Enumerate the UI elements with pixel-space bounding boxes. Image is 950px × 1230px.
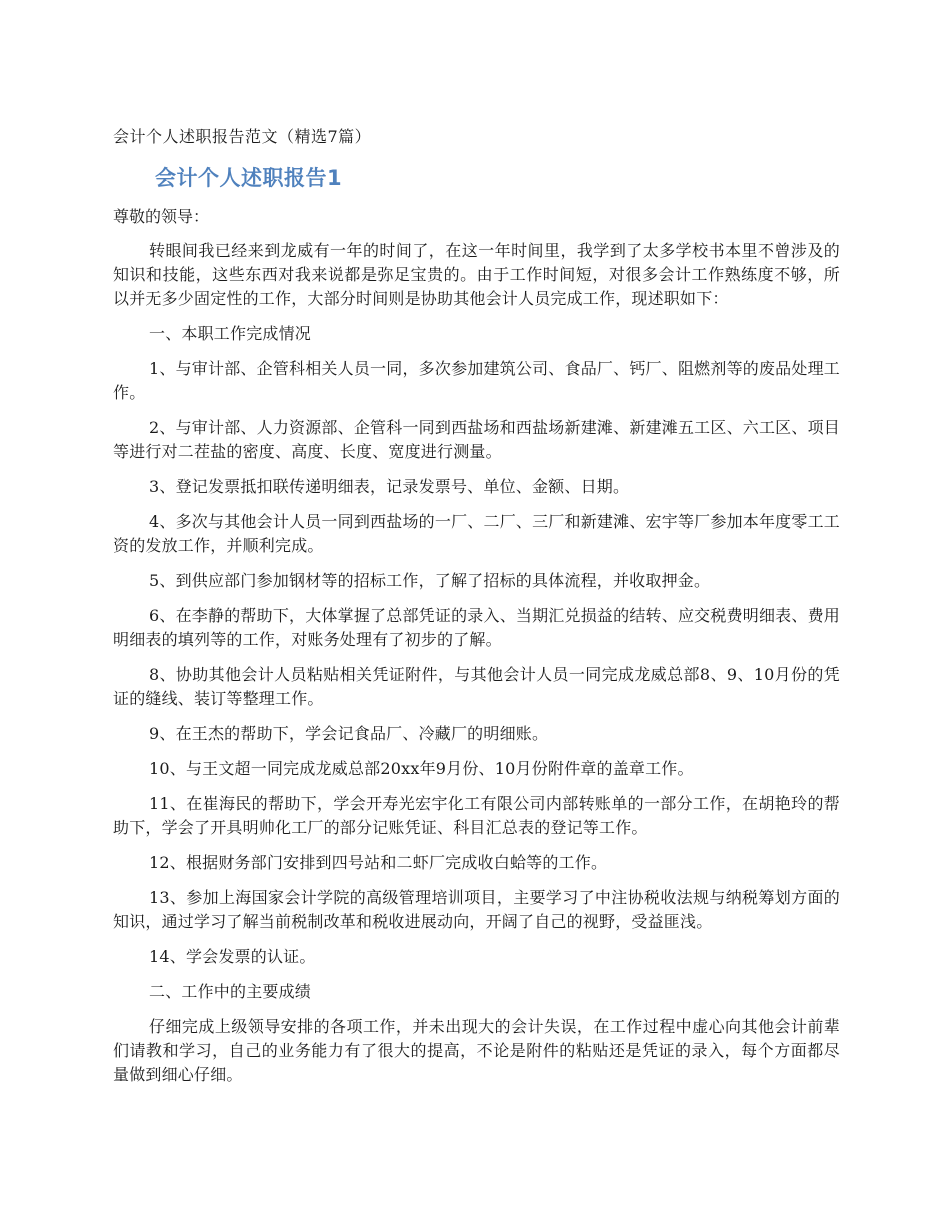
paragraph-item-5: 5、到供应部门参加钢材等的招标工作，了解了招标的具体流程，并收取押金。 — [149, 571, 711, 590]
paragraph-item-9: 9、在王杰的帮助下，学会记食品厂、冷藏厂的明细账。 — [149, 724, 549, 743]
paragraph-item-10: 10、与王文超一同完成龙威总部20xx年9月份、10月份附件章的盖章工作。 — [149, 759, 694, 778]
paragraph-item-4: 4、多次与其他会计人员一同到西盐场的一厂、二厂、三厂和新建滩、宏宇等厂参加本年度零工工资的发放工作，并顺利完成。 — [113, 512, 840, 555]
paragraph-section-2-title: 二、工作中的主要成绩 — [149, 982, 312, 1001]
paragraph-intro: 转眼间我已经来到龙威有一年的时间了，在这一年时间里，我学到了太多学校书本里不曾涉及的知识和技能，这些东西对我来说都是弥足宝贵的。由于工作时间短，对很多会计工作熟练度不够，所以并无多少固定性的工作，大部分时间则是协助其他会计人员完成工作，现述职如下： — [113, 241, 840, 308]
section-heading: 会计个人述职报告1 — [155, 166, 343, 190]
paragraph-item-8: 8、协助其他会计人员粘贴相关凭证附件，与其他会计人员一同完成龙威总部8、9、10月份的凭证的缝线、装订等整理工作。 — [113, 665, 840, 708]
paragraph-item-3: 3、登记发票抵扣联传递明细表，记录发票号、单位、金额、日期。 — [149, 477, 630, 496]
paragraph-item-6: 6、在李静的帮助下，大体掌握了总部凭证的录入、当期汇兑损益的结转、应交税费明细表、费用明细表的填列等的工作，对账务处理有了初步的了解。 — [113, 606, 840, 649]
paragraph-achievements: 仔细完成上级领导安排的各项工作，并未出现大的会计失误，在工作过程中虚心向其他会计前辈们请教和学习，自己的业务能力有了很大的提高，不论是附件的粘贴还是凭证的录入，每个方面都尽量做到细心仔细。 — [113, 1017, 840, 1084]
document-body — [113, 125, 840, 1087]
paragraph-item-12: 12、根据财务部门安排到四号站和二虾厂完成收白蛤等的工作。 — [149, 853, 608, 872]
paragraph-item-1: 1、与审计部、企管科相关人员一同，多次参加建筑公司、食品厂、钙厂、阻燃剂等的废品处理工作。 — [113, 359, 840, 402]
paragraph-item-11: 11、在崔海民的帮助下，学会开寿光宏宇化工有限公司内部转账单的一部分工作，在胡艳玲的帮助下，学会了开具明帅化工厂的部分记账凭证、科目汇总表的登记等工作。 — [113, 794, 840, 837]
paragraph-item-13: 13、参加上海国家会计学院的高级管理培训项目，主要学习了中注协税收法规与纳税筹划方面的知识，通过学习了解当前税制改革和税收进展动向，开阔了自己的视野，受益匪浅。 — [113, 888, 840, 931]
greeting: 尊敬的领导： — [113, 207, 210, 226]
paragraph-section-1-title: 一、本职工作完成情况 — [149, 324, 312, 343]
document-title: 会计个人述职报告范文（精选7篇） — [113, 127, 372, 146]
paragraph-item-14: 14、学会发票的认证。 — [149, 947, 316, 966]
paragraph-item-2: 2、与审计部、人力资源部、企管科一同到西盐场和西盐场新建滩、新建滩五工区、六工区、项目等进行对二茬盐的密度、高度、长度、宽度进行测量。 — [113, 418, 840, 461]
